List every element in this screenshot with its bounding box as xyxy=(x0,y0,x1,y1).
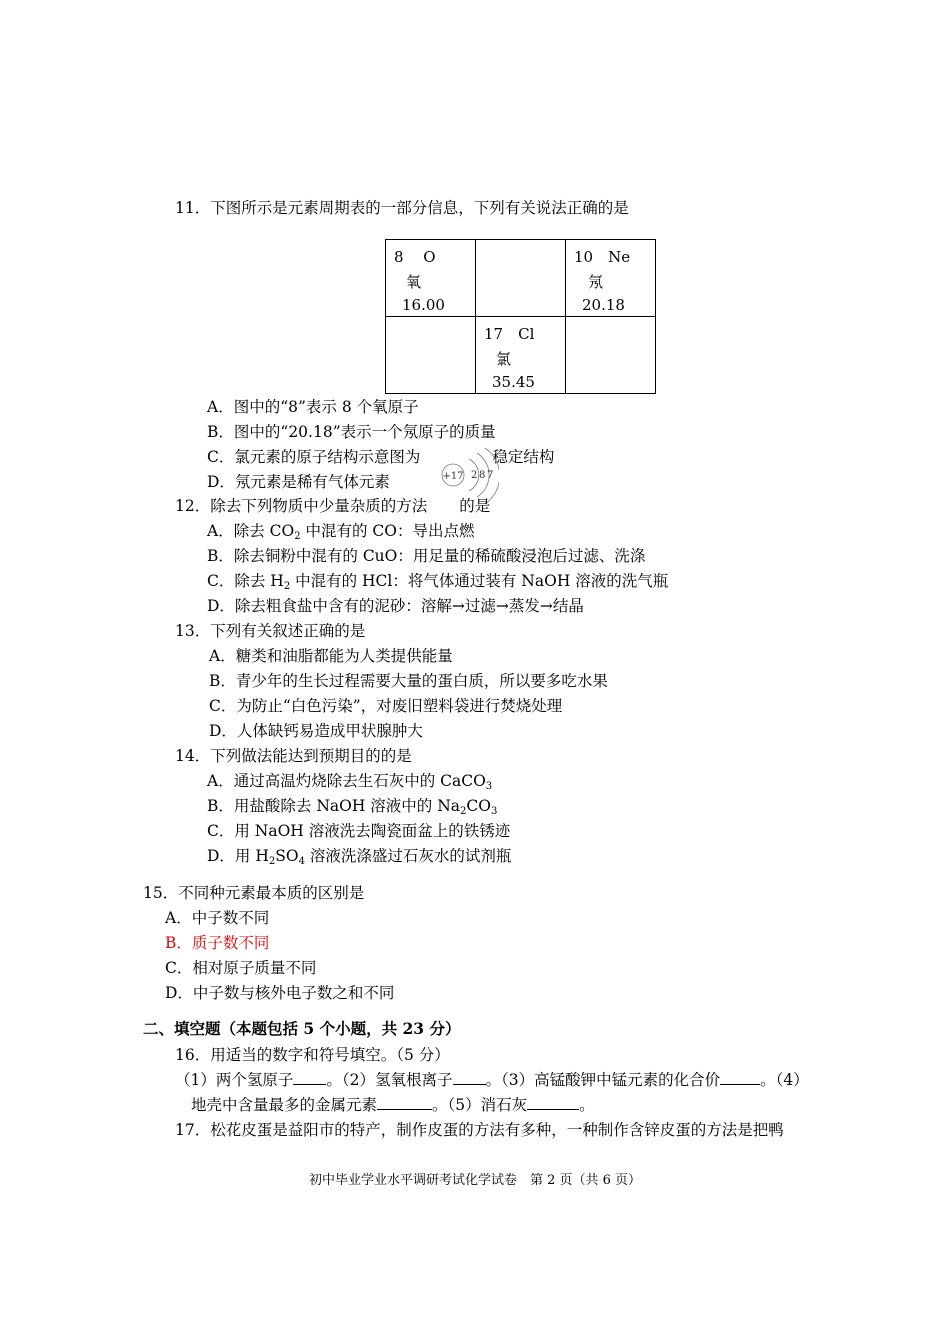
chlorine-number-symbol: 17 Cl xyxy=(484,325,535,343)
oxygen-mass: 16.00 xyxy=(402,296,445,314)
q15-stem: 15．不同种元素最本质的区别是 xyxy=(143,884,365,902)
neon-mass: 20.18 xyxy=(582,296,625,314)
q11-option-d: D．氖元素是稀有气体元素 xyxy=(207,473,390,491)
q16-part-6: 。（5）消石灰 xyxy=(432,1096,528,1114)
q16-line-2 xyxy=(191,1095,595,1115)
q14-option-a xyxy=(207,771,492,791)
q16-blank-2[interactable] xyxy=(453,1070,486,1085)
oxygen-number-symbol: 8 O xyxy=(394,248,436,266)
q12-a-text: A．除去 CO xyxy=(207,522,295,540)
q12-a-text-2: 中混有的 CO：导出点燃 xyxy=(300,522,475,540)
q14-d-text: D．用 H xyxy=(207,847,269,865)
q16-blank-4[interactable] xyxy=(377,1095,432,1110)
cell-empty-3 xyxy=(566,317,656,394)
nucleus-charge: +17 xyxy=(442,471,464,482)
q14-option-c: C．用 NaOH 溶液洗去陶瓷面盆上的铁锈迹 xyxy=(207,822,511,840)
q16-blank-5[interactable] xyxy=(527,1095,579,1110)
q16-line-1 xyxy=(175,1070,809,1090)
q14-d-text-3: 溶液洗涤盛过石灰水的试剂瓶 xyxy=(304,847,512,865)
periodic-table-fragment xyxy=(385,239,656,394)
q16-part-4: 。（4） xyxy=(760,1071,809,1089)
q12-stem xyxy=(175,496,490,516)
q14-stem: 14．下列做法能达到预期目的的是 xyxy=(175,747,412,765)
chlorine-name: 氯 xyxy=(496,350,512,368)
q13-option-b: B．青少年的生长过程需要大量的蛋白质，所以要多吃水果 xyxy=(209,672,608,690)
section-2-title: 二、填空题（本题包括 5 个小题，共 23 分） xyxy=(143,1019,461,1038)
q13-stem: 13．下列有关叙述正确的是 xyxy=(175,622,366,640)
q11-option-c-post: 稳定结构 xyxy=(492,448,555,466)
q14-option-b xyxy=(207,796,497,816)
q13-option-d: D．人体缺钙易造成甲状腺肿大 xyxy=(209,722,423,740)
neon-name: 氖 xyxy=(588,273,604,291)
q16-blank-3[interactable] xyxy=(720,1070,760,1085)
q12-option-b: B．除去铜粉中混有的 CuO：用足量的稀硫酸浸泡后过滤、洗涤 xyxy=(207,547,646,565)
cell-chlorine xyxy=(476,317,566,394)
q12-option-a xyxy=(207,521,475,541)
q14-d-sub-2: 4 xyxy=(298,856,305,867)
q15-option-c: C．相对原子质量不同 xyxy=(165,959,317,977)
neon-number-symbol: 10 Ne xyxy=(574,248,631,266)
q13-option-a: A．糖类和油脂都能为人类提供能量 xyxy=(209,647,453,665)
q14-b-sub-2: 3 xyxy=(490,806,498,817)
q11-option-b: B．图中的“20.18”表示一个氖原子的质量 xyxy=(207,423,496,441)
q12-stem-pre: 12．除去下列物质中少量杂质的方法 xyxy=(175,497,428,515)
cell-neon xyxy=(566,240,656,317)
q14-d-text-2: SO xyxy=(275,847,299,865)
q15-option-b-answer: B．质子数不同 xyxy=(165,934,270,952)
cell-empty-2 xyxy=(386,317,476,394)
cell-empty-1 xyxy=(476,240,566,317)
q12-stem-post: 的是 xyxy=(459,497,491,515)
q16-stem: 16．用适当的数字和符号填空。（5 分） xyxy=(175,1046,450,1064)
q11-option-a: A．图中的“8”表示 8 个氧原子 xyxy=(207,398,419,416)
chlorine-mass: 35.45 xyxy=(492,373,535,391)
q16-part-7: 。 xyxy=(579,1096,595,1114)
q16-part-1: （1）两个氢原子 xyxy=(175,1071,294,1089)
q12-option-d: D．除去粗食盐中含有的泥砂：溶解→过滤→蒸发→结晶 xyxy=(207,597,584,615)
cell-oxygen xyxy=(386,240,476,317)
q14-b-text-2: CO xyxy=(466,797,491,815)
shell-electrons-1: 2 xyxy=(471,470,478,481)
q15-option-a: A．中子数不同 xyxy=(165,909,270,927)
q17-stem: 17．松花皮蛋是益阳市的特产，制作皮蛋的方法有多种，一种制作含锌皮蛋的方法是把鸭 xyxy=(175,1121,784,1139)
q14-a-text: A．通过高温灼烧除去生石灰中的 CaCO xyxy=(207,772,486,790)
q11-option-c-pre: C．氯元素的原子结构示意图为 xyxy=(207,448,421,466)
q14-b-text: B．用盐酸除去 NaOH 溶液中的 Na xyxy=(207,797,461,815)
q11-option-c xyxy=(207,447,554,467)
q14-b-sub-1: 2 xyxy=(460,806,467,817)
q16-blank-1[interactable] xyxy=(293,1070,326,1085)
oxygen-name: 氧 xyxy=(406,273,422,291)
shell-electrons-3: 7 xyxy=(487,470,494,481)
q13-option-c: C．为防止“白色污染”，对废旧塑料袋进行焚烧处理 xyxy=(209,697,563,715)
q12-c-sub: 2 xyxy=(283,581,291,592)
q12-a-sub: 2 xyxy=(294,531,301,542)
q14-option-d xyxy=(207,846,511,866)
q12-option-c xyxy=(207,571,668,591)
q15-option-d: D．中子数与核外电子数之和不同 xyxy=(165,984,395,1002)
page-footer: 初中毕业学业水平调研考试化学试卷 第 2 页（共 6 页） xyxy=(308,1173,642,1188)
shell-electrons-2: 8 xyxy=(479,470,486,481)
q12-c-text: C．除去 H xyxy=(207,572,284,590)
q11-stem: 11．下图所示是元素周期表的一部分信息，下列有关说法正确的是 xyxy=(175,199,629,217)
q16-part-5: 地壳中含量最多的金属元素 xyxy=(191,1096,378,1114)
q16-part-2: 。（2）氢氧根离子 xyxy=(326,1071,453,1089)
q12-c-text-2: 中混有的 HCl：将气体通过装有 NaOH 溶液的洗气瓶 xyxy=(290,572,669,590)
q14-a-sub: 3 xyxy=(485,781,493,792)
q16-part-3: 。（3）高锰酸钾中锰元素的化合价 xyxy=(485,1071,721,1089)
q14-d-sub-1: 2 xyxy=(268,856,276,867)
